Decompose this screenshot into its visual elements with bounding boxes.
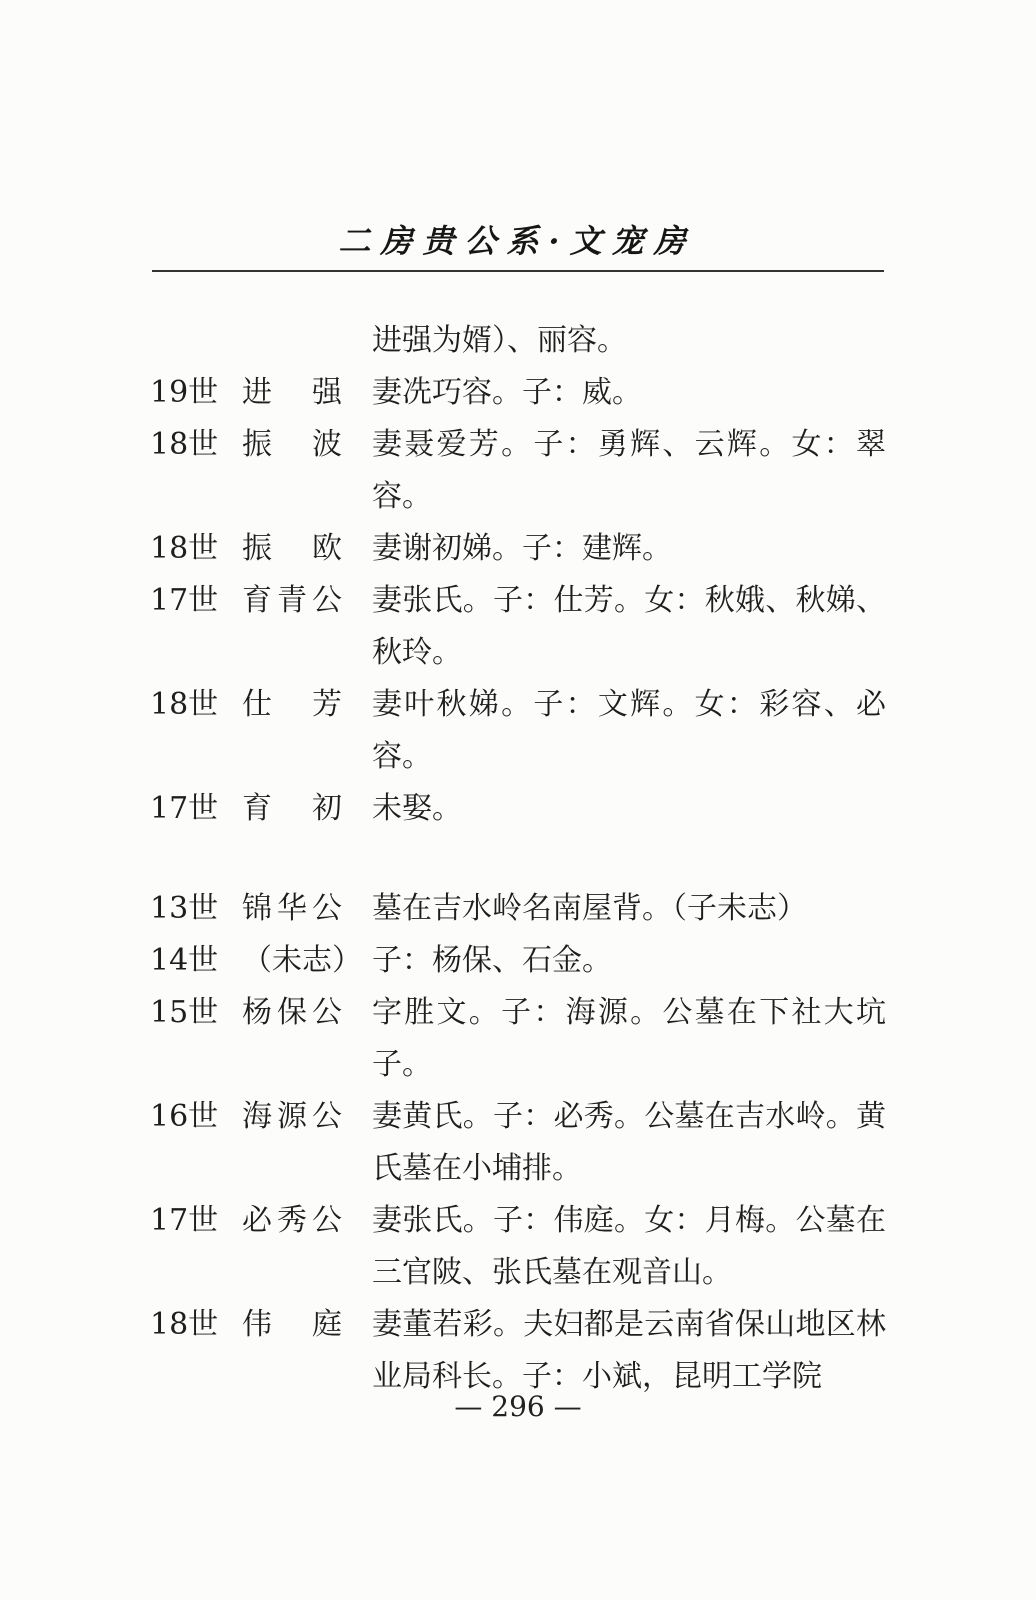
generation-label: 16世: [150, 1099, 219, 1134]
entry-description: 妻张氏。子：伟庭。女：月梅。公墓在三官陂、张氏墓在观音山。: [372, 1203, 886, 1290]
generation-label: 18世: [150, 531, 219, 566]
generation-label: 13世: [150, 891, 219, 926]
genealogy-entry: [150, 935, 886, 987]
entry-description: 妻谢初娣。子：建辉。: [372, 531, 672, 566]
header-rule: [152, 270, 884, 272]
genealogy-entry: [150, 783, 886, 835]
entry-description: 妻冼巧容。子：威。: [372, 375, 642, 410]
generation-label: 18世: [150, 687, 219, 722]
entry-description: 妻黄氏。子：必秀。公墓在吉水岭。黄氏墓在小埔排。: [372, 1099, 886, 1186]
entry-description: 妻董若彩。夫妇都是云南省保山地区林业局科长。子：小斌，昆明工学院: [372, 1307, 886, 1394]
person-name: 育青公: [242, 583, 342, 618]
person-name: 海源公: [242, 1099, 342, 1134]
person-name: 振 欧: [242, 531, 342, 566]
entry-description: 进强为婿）、丽容。: [372, 323, 627, 358]
generation-label: 18世: [150, 1307, 219, 1342]
person-name: 仕 芳: [242, 687, 342, 722]
genealogy-entry: [150, 367, 886, 419]
entry-description: 妻叶秋娣。子：文辉。女：彩容、必容。: [372, 687, 886, 774]
generation-label: 17世: [150, 791, 219, 826]
genealogy-entry: [150, 1299, 886, 1403]
genealogy-entry: [150, 987, 886, 1091]
person-name: 杨保公: [242, 995, 342, 1030]
generation-label: 14世: [150, 943, 219, 978]
genealogy-entry: [150, 575, 886, 679]
generation-label: 17世: [150, 1203, 219, 1238]
generation-label: 17世: [150, 583, 219, 618]
entry-description: 字胜文。子：海源。公墓在下社大坑子。: [372, 995, 886, 1082]
entry-description: 未娶。: [372, 791, 462, 826]
person-name: 必秀公: [242, 1203, 342, 1238]
section-gap: [150, 835, 886, 883]
entry-description: 妻聂爱芳。子：勇辉、云辉。女：翠容。: [372, 427, 886, 514]
genealogy-entry: [150, 1195, 886, 1299]
genealogy-entry: [150, 679, 886, 783]
generation-label: 18世: [150, 427, 219, 462]
genealogy-entry: [150, 419, 886, 523]
entry-description: 墓在吉水岭名南屋背。（子未志）: [372, 891, 807, 926]
entry-description: 子：杨保、石金。: [372, 943, 612, 978]
person-name: 育 初: [242, 791, 342, 826]
genealogy-entry: [150, 1091, 886, 1195]
person-name: 进 强: [242, 375, 342, 410]
entry-description: 妻张氏。子：仕芳。女：秋娥、秋娣、秋玲。: [372, 583, 886, 670]
person-name: 伟 庭: [242, 1307, 342, 1342]
person-name: 振 波: [242, 427, 342, 462]
person-name: （未志）: [242, 943, 362, 978]
genealogy-entry: [150, 883, 886, 935]
person-name: 锦华公: [242, 891, 342, 926]
generation-label: 19世: [150, 375, 219, 410]
genealogy-entries: [150, 315, 886, 1403]
continuation-line: [150, 315, 886, 367]
genealogy-entry: [150, 523, 886, 575]
running-header: 二房贵公系·文宠房: [338, 222, 696, 260]
generation-label: 15世: [150, 995, 219, 1030]
page-number: — 296 —: [454, 1390, 582, 1423]
